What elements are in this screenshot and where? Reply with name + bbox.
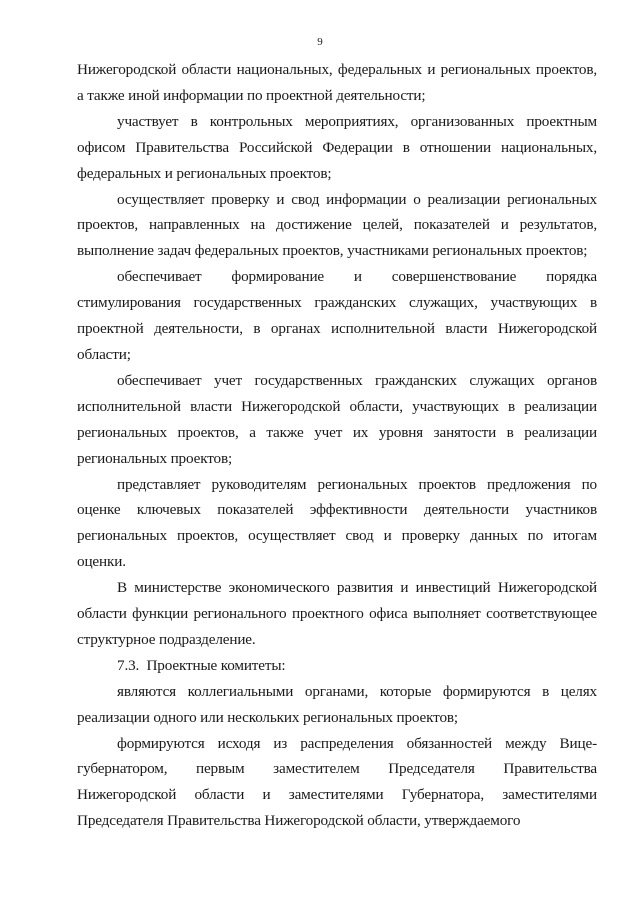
paragraph-incentives: обеспечивает формирование и совершенствование порядка стимулирования государственных гражданских служащих, участвующих в проектной деятельности, в органах исполнительной власти Нижегородской области;	[77, 268, 597, 363]
paragraph-verification: осуществляет проверку и свод информации о реализации региональных проектов, направленных на достижение целей, показателей и результатов, выполнение задач федеральных проектов, участниками региональных проектов;	[77, 190, 597, 260]
paragraph-formation: формируются исходя из распределения обязанностей между Вице-губернатором, первым заместителем Председателя Правительства Нижегородской области и заместителями Губернатора, заместителями Председателя Правительства Нижегородской области, утверждаемого	[77, 734, 597, 830]
paragraph-control-events: участвует в контрольных мероприятиях, организованных проектным офисом Правительства Российской Федерации в отношении национальных, федеральных и региональных проектов;	[77, 112, 597, 182]
paragraph-employee-accounting: обеспечивает учет государственных гражданских служащих органов исполнительной власти Нижегородской области, участвующих в реализации региональных проектов, а также учет их уровня занятости в реализации региональных проектов;	[77, 371, 597, 467]
paragraph-ministry: В министерстве экономического развития и инвестиций Нижегородской области функции регионального проектного офиса выполняет соответствующее структурное подразделение.	[77, 579, 597, 648]
page-number: 9	[317, 36, 323, 48]
section-heading-7-3: 7.3. Проектные комитеты:	[117, 656, 286, 674]
document-body	[77, 57, 597, 834]
paragraph-continuation: Нижегородской области национальных, федеральных и региональных проектов, а также иной информации по проектной деятельности;	[77, 61, 597, 104]
paragraph-collegial-bodies: являются коллегиальными органами, которые формируются в целях реализации одного или нескольких региональных проектов;	[77, 682, 597, 726]
paragraph-kpi-proposals: представляет руководителям региональных проектов предложения по оценке ключевых показателей эффективности деятельности участников региональных проектов, осуществляет свод и проверку данных по итогам оценки.	[77, 475, 597, 571]
